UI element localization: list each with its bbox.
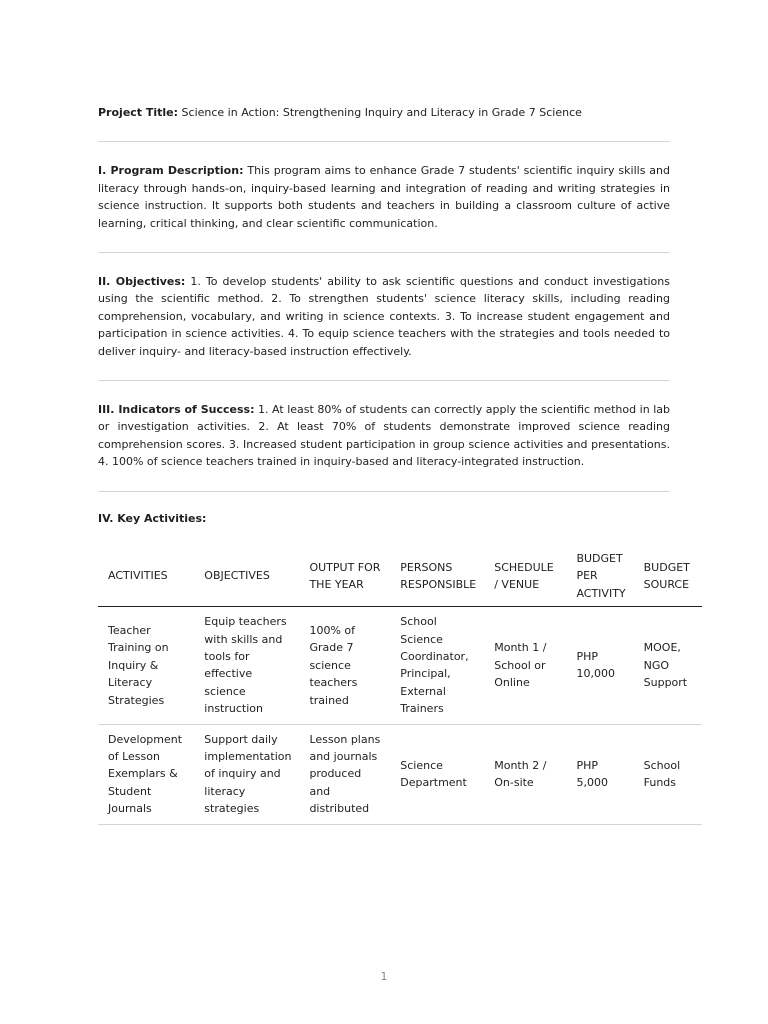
key-activities-heading: IV. Key Activities: <box>98 511 207 525</box>
project-title-text: Science in Action: Strengthening Inquiry and Literacy in Grade 7 Science <box>181 106 582 119</box>
table-cell: Month 2 / On-site <box>484 724 566 824</box>
table-cell: 100% of Grade 7 science teachers trained <box>299 607 390 724</box>
divider <box>98 141 670 142</box>
table-header-row <box>98 548 702 607</box>
table-cell: Support daily implementation of inquiry and literacy strategies <box>194 724 299 824</box>
table-cell: School Funds <box>634 724 702 824</box>
column-header: BUDGET PER ACTIVITY <box>566 548 633 607</box>
table-cell: PHP 5,000 <box>566 724 633 824</box>
table-cell: Month 1 / School or Online <box>484 607 566 724</box>
objectives-label: II. Objectives: <box>98 275 186 289</box>
divider <box>98 491 670 492</box>
table-cell: Science Department <box>390 724 484 824</box>
column-header: OBJECTIVES <box>194 548 299 607</box>
key-activities-table <box>98 548 702 825</box>
column-header: ACTIVITIES <box>98 548 194 607</box>
document-body <box>98 104 670 525</box>
table-cell: Development of Lesson Exemplars & Student Journals <box>98 724 194 824</box>
table-cell: Teacher Training on Inquiry & Literacy Strategies <box>98 607 194 724</box>
column-header: OUTPUT FOR THE YEAR <box>299 548 390 607</box>
project-title-label: Project Title: <box>98 106 179 119</box>
table-cell: Lesson plans and journals produced and distributed <box>299 724 390 824</box>
column-header: PERSONS RESPONSIBLE <box>390 548 484 607</box>
indicators-label: III. Indicators of Success: <box>98 403 255 417</box>
column-header: SCHEDULE / VENUE <box>484 548 566 607</box>
table-cell: School Science Coordinator, Principal, External Trainers <box>390 607 484 724</box>
page-number: 1 <box>380 970 388 983</box>
column-header: BUDGET SOURCE <box>634 548 702 607</box>
table-row <box>98 724 702 824</box>
program-description <box>98 162 670 232</box>
program-description-text: This program aims to enhance Grade 7 students' scientific inquiry skills and literacy through hands-on, inquiry-based learning and integration of reading and writing strategies in science instruction. It supports both students and teachers in building a classroom culture of active learning, critical thinking, and clear scientific communication. <box>98 164 671 230</box>
project-title <box>98 104 670 121</box>
objectives-text: 1. To develop students' ability to ask scientific questions and conduct investigations using the scientific method. 2. To strengthen students' science literacy skills, including reading comprehension, vocabulary, and writing in science contexts. 3. To increase student engagement and participation in science activities. 4. To equip science teachers with the strategies and tools needed to deliver inquiry- and literacy-based instruction effectively. <box>98 275 670 358</box>
indicators-section <box>98 401 670 471</box>
program-description-label: I. Program Description: <box>98 164 244 178</box>
divider <box>98 380 670 381</box>
table-cell: Equip teachers with skills and tools for effective science instruction <box>194 607 299 724</box>
divider <box>98 252 670 253</box>
indicators-text: 1. At least 80% of students can correctly apply the scientific method in lab or investigation activities. 2. At least 70% of students demonstrate improved science reading comprehension scores. 3. Increased student participation in group science activities and presentations. 4. 100% of science teachers trained in inquiry-based and literacy-integrated instruction. <box>98 403 670 469</box>
objectives-section <box>98 273 670 360</box>
table-cell: MOOE, NGO Support <box>634 607 702 724</box>
table-row <box>98 607 702 724</box>
table-cell: PHP 10,000 <box>566 607 633 724</box>
